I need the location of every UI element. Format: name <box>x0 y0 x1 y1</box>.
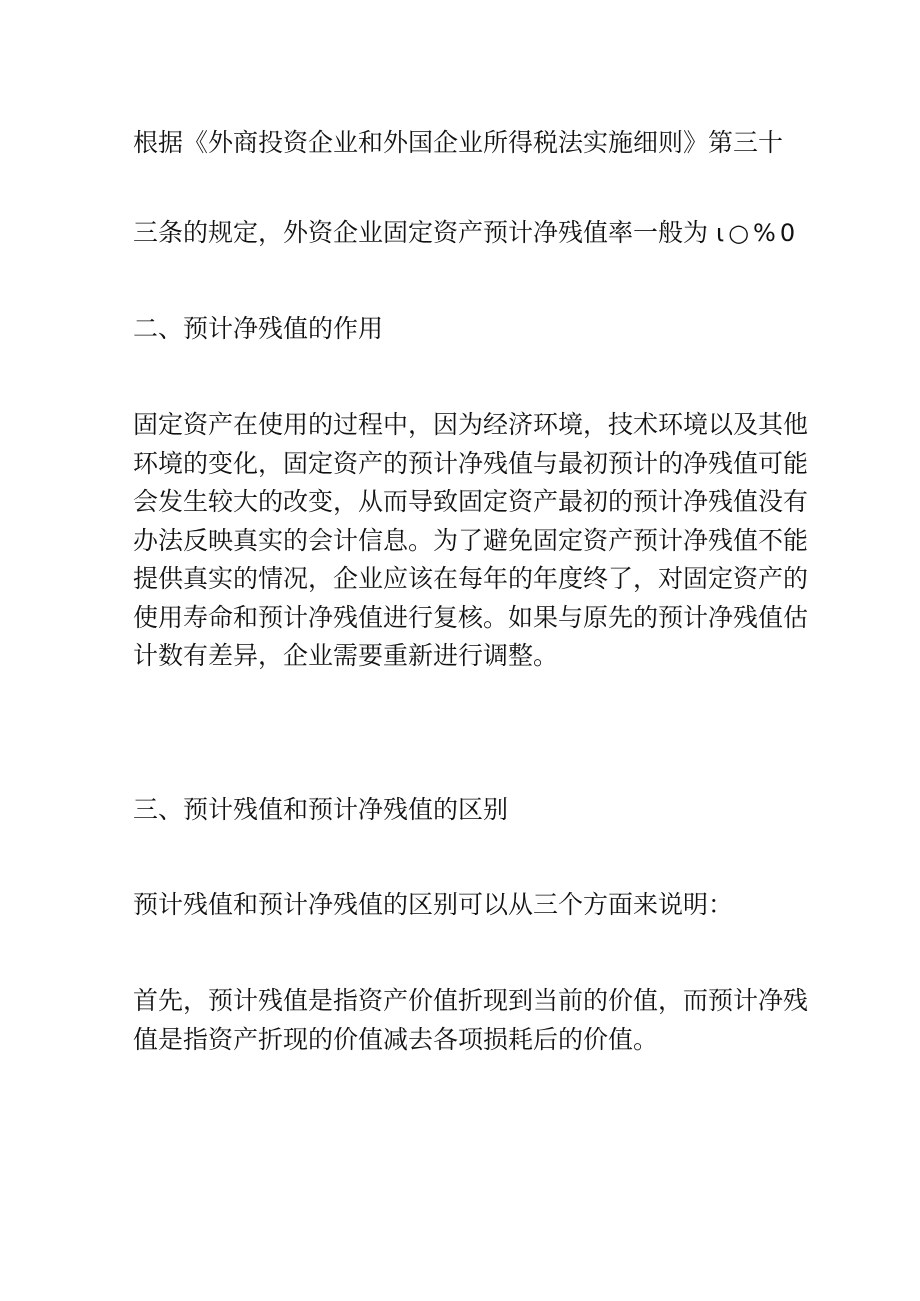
section-heading-2 <box>133 310 798 349</box>
text-line: 计数有差异，企业需要重新进行调整。 <box>133 641 559 670</box>
paragraph-difference-intro <box>133 886 798 925</box>
text-line: 首先，预计残值是指资产价值折现到当前的价值，而预计净残 <box>133 986 809 1015</box>
text-line <box>133 214 798 253</box>
text-line: 使用寿命和预计净残值进行复核。如果与原先的预计净残值估 <box>133 602 809 632</box>
rate-symbol-text: ι○%0 <box>715 219 800 247</box>
text-line: 提供真实的情况，企业应该在每年的年度终了，对固定资产的 <box>133 564 809 593</box>
text-line: 固定资产在使用的过程中，因为经济环境，技术环境以及其他 <box>133 410 809 439</box>
text-line: 环境的变化，固定资产的预计净残值与最初预计的净残值可能 <box>133 448 809 478</box>
text-segment: 三条的规定，外资企业固定资产预计净残值率一般为 <box>133 218 716 247</box>
text-line: 根据《外商投资企业和外国企业所得税法实施细则》第三十 <box>133 128 784 157</box>
paragraph-first-difference <box>133 982 809 1059</box>
paragraph-regulation-intro <box>133 124 798 163</box>
heading-text: 三、预计残值和预计净残值的区别 <box>133 795 509 824</box>
section-heading-3 <box>133 791 798 830</box>
text-line: 预计残值和预计净残值的区别可以从三个方面来说明： <box>133 890 734 919</box>
paragraph-residual-value-role <box>133 406 809 676</box>
text-line: 会发生较大的改变，从而导致固定资产最初的预计净残值没有 <box>133 487 809 516</box>
text-line: 办法反映真实的会计信息。为了避免固定资产预计净残值不能 <box>133 525 809 555</box>
paragraph-regulation-rate <box>133 214 798 253</box>
text-line: 值是指资产折现的价值减去各项损耗后的价值。 <box>133 1024 659 1054</box>
heading-text: 二、预计净残值的作用 <box>133 314 384 343</box>
